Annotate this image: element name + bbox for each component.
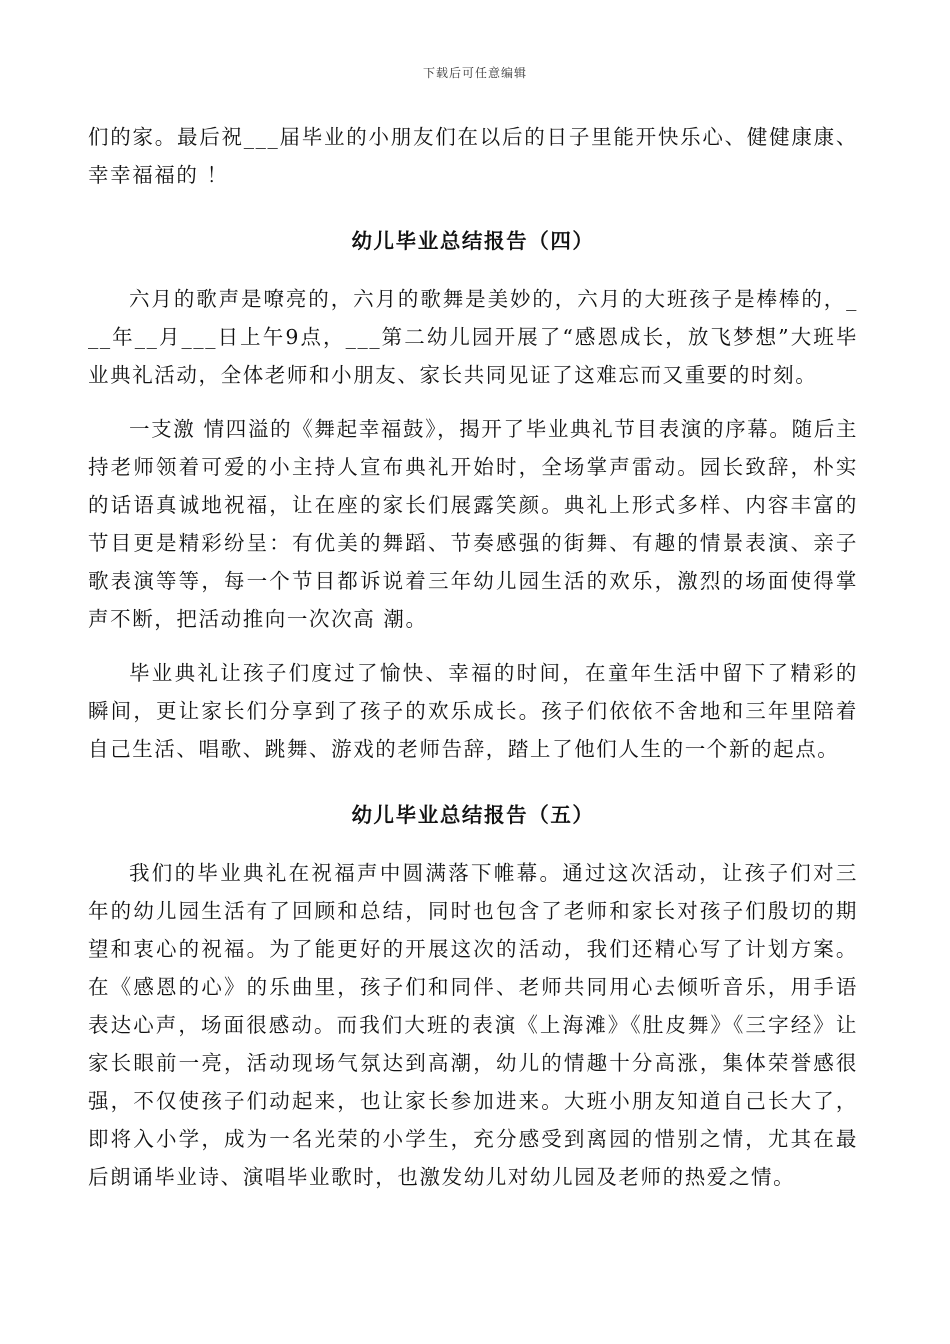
section4-paragraph-2: 一支激 情四溢的《舞起幸福鼓》，揭开了毕业典礼节目表演的序幕。随后主持老师领着可爱的小主持人宣布典礼开始时，全场掌声雷动。园长致辞，朴实的话语真诚地祝福，让在座的家长们展露笑颜。典礼上形式多样、内容丰富的节目更是精彩纷呈：有优美的舞蹈、节奏感强的街舞、有趣的情景表演、亲子歌表演等等，每一个节目都诉说着三年幼儿园生活的欢乐，激烈的场面使得掌声不断，把活动推向一次次高 潮。: [88, 417, 858, 631]
section4-paragraph-3: 毕业典礼让孩子们度过了愉快、幸福的时间，在童年生活中留下了精彩的瞬间，更让家长们分享到了孩子的欢乐成长。孩子们依依不舍地和三年里陪着自己生活、唱歌、跳舞、游戏的老师告辞，踏上了他们人生的一个新的起点。: [88, 661, 858, 761]
section5-paragraph-1: 我们的毕业典礼在祝福声中圆满落下帷幕。通过这次活动，让孩子们对三年的幼儿园生活有了回顾和总结，同时也包含了老师和家长对孩子们殷切的期望和衷心的祝福。为了能更好的开展这次的活动，我们还精心写了计划方案。在《感恩的心》的乐曲里，孩子们和同伴、老师共同用心去倾听音乐，用手语表达心声，场面很感动。而我们大班的表演《上海滩》《肚皮舞》《三字经》让家长眼前一亮，活动现场气氛达到高潮，幼儿的情趣十分高涨，集体荣誉感很强，不仅使孩子们动起来，也让家长参加进来。大班小朋友知道自己长大了，即将入小学，成为一名光荣的小学生，充分感受到离园的惜别之情，尤其在最后朗诵毕业诗、演唱毕业歌时，也激发幼儿对幼儿园及老师的热爱之情。: [88, 861, 858, 1189]
section-title-5: 幼儿毕业总结报告（五）: [351, 803, 595, 827]
section4-paragraph-1: 六月的歌声是嘹亮的，六月的歌舞是美妙的，六月的大班孩子是棒棒的，___年__月___日上午9点，___第二幼儿园开展了“感恩成长，放飞梦想”大班毕业典礼活动，全体老师和小朋友、家长共同见证了这难忘而又重要的时刻。: [88, 287, 858, 387]
section-title-4: 幼儿毕业总结报告（四）: [351, 229, 595, 253]
intro-paragraph: 们的家。最后祝___届毕业的小朋友们在以后的日子里能开快乐心、健健康康、幸幸福福的 ！: [88, 125, 858, 187]
header-note: 下载后可任意编辑: [422, 66, 527, 80]
document-body: [88, 118, 858, 1196]
